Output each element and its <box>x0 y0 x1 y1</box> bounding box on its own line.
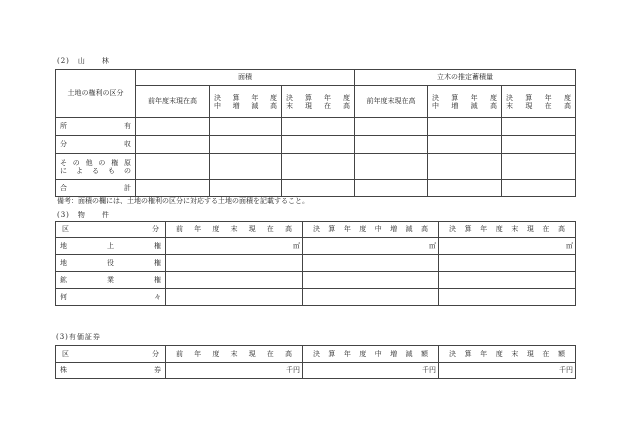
label-char: 現 <box>248 349 256 358</box>
label-line <box>56 159 135 167</box>
label-char: 在 <box>266 225 274 233</box>
securities-header-category <box>56 346 166 363</box>
forest-row-label <box>56 136 136 154</box>
forest-section-title: (2) 山 林 <box>57 57 110 65</box>
label-char: 権 <box>154 258 161 267</box>
label-char: 中 <box>374 225 382 233</box>
securities-row-stock <box>56 363 576 379</box>
label-char: 年 <box>194 349 202 358</box>
label-char: 度 <box>359 225 367 233</box>
label-char: 決 <box>313 225 320 233</box>
label-char: 現 <box>248 225 256 233</box>
label-line <box>210 94 281 102</box>
label-char: 現 <box>305 101 312 110</box>
label-char: 区 <box>62 349 69 358</box>
label-char: 増 <box>232 101 240 110</box>
label-char: 権 <box>154 275 161 284</box>
label-char: 算 <box>451 93 459 102</box>
label-char: 在 <box>324 101 331 110</box>
label-char: 減 <box>251 101 259 110</box>
label-char: 々 <box>154 292 161 301</box>
label-char: 何 <box>60 292 67 301</box>
label-char: 算 <box>328 225 336 233</box>
label-char: 他 <box>85 158 93 167</box>
goods-unit: ㎡ <box>166 238 303 255</box>
label-char: 合 <box>60 183 67 192</box>
label-char: 中 <box>374 349 382 358</box>
goods-row-etc <box>56 289 576 306</box>
label-char: 中 <box>432 101 439 110</box>
label-char: 決 <box>214 93 221 102</box>
label-char: 分 <box>152 225 159 233</box>
label-char: 分 <box>60 140 67 148</box>
label-char: 鉱 <box>60 275 67 284</box>
label-char: 年 <box>194 225 202 233</box>
forest-header-area: 面積 <box>136 70 355 86</box>
goods-unit: ㎡ <box>303 238 439 255</box>
label-char: 分 <box>152 349 159 358</box>
goods-row-surface-right <box>56 238 576 255</box>
label-line <box>502 102 575 110</box>
label-char: 在 <box>544 101 552 110</box>
forest-header-category: 土地の権利の区分 <box>56 70 136 118</box>
label-char: 年 <box>480 225 488 233</box>
label-char: 業 <box>107 275 114 284</box>
label-line <box>282 102 354 110</box>
label-char: 決 <box>449 349 456 358</box>
goods-row-label <box>56 289 166 306</box>
label-char: 現 <box>525 101 533 110</box>
label-char: 決 <box>506 93 513 102</box>
label-char: 年 <box>343 349 351 358</box>
label-char: 年 <box>343 225 351 233</box>
label-char: 役 <box>107 258 114 267</box>
label-char: 在 <box>542 349 550 358</box>
label-char: 券 <box>154 366 161 374</box>
forest-row-label <box>56 118 136 136</box>
label-char: 在 <box>542 225 550 233</box>
securities-header-change <box>303 346 439 363</box>
securities-header-current <box>439 346 576 363</box>
label-char: 減 <box>470 101 478 110</box>
label-char: 中 <box>214 101 221 110</box>
label-char: 権 <box>154 241 161 250</box>
forest-header-area-change <box>210 86 282 118</box>
label-char: 額 <box>420 349 428 358</box>
label-char: 決 <box>432 93 439 102</box>
label-line <box>428 102 501 110</box>
label-char: 度 <box>212 349 220 358</box>
goods-row-label <box>56 255 166 272</box>
forest-header-area-prev: 前年度末現在高 <box>136 86 210 118</box>
goods-row-easement <box>56 255 576 272</box>
label-char: 度 <box>359 349 367 358</box>
label-char: 高 <box>557 225 565 233</box>
label-char: 末 <box>511 349 519 358</box>
forest-header-volume-change <box>428 86 502 118</box>
label-char: 末 <box>511 225 519 233</box>
label-char: 末 <box>230 349 238 358</box>
goods-table <box>55 221 576 306</box>
label-char: 現 <box>526 225 534 233</box>
forest-row-label <box>56 180 136 197</box>
label-char: 度 <box>495 225 503 233</box>
label-char: 額 <box>557 349 565 358</box>
goods-header-current <box>439 222 576 238</box>
label-char: 年 <box>480 349 488 358</box>
label-char: 在 <box>266 349 274 358</box>
label-char: 決 <box>449 225 456 233</box>
label-line <box>56 167 135 175</box>
label-char: そ <box>60 158 67 167</box>
securities-unit: 千円 <box>439 363 576 379</box>
goods-row-label <box>56 272 166 289</box>
goods-row-label <box>56 238 166 255</box>
label-char: 増 <box>390 225 398 233</box>
securities-table <box>55 345 576 379</box>
goods-header-category <box>56 222 166 238</box>
label-char: 決 <box>286 93 293 102</box>
label-char: 地 <box>60 258 67 267</box>
goods-section-title: (3) 物 件 <box>57 211 110 219</box>
label-char: 度 <box>495 349 503 358</box>
label-line <box>428 94 501 102</box>
label-char: 高 <box>284 225 292 233</box>
label-char: 収 <box>124 140 131 148</box>
label-char: 原 <box>123 158 131 167</box>
label-char: 有 <box>124 122 131 130</box>
label-char: 減 <box>405 349 413 358</box>
label-char: 権 <box>111 158 119 167</box>
goods-unit: ㎡ <box>439 238 576 255</box>
label-char: 年 <box>470 93 478 102</box>
label-line <box>210 102 281 110</box>
label-char: 地 <box>60 241 67 250</box>
forest-row-other-rights <box>56 154 576 180</box>
label-char: 前 <box>176 225 183 233</box>
label-char: 算 <box>525 93 533 102</box>
label-char: も <box>108 166 115 175</box>
securities-row-label <box>56 363 166 379</box>
label-char: 度 <box>489 93 497 102</box>
label-char: る <box>92 166 99 175</box>
securities-unit: 千円 <box>166 363 303 379</box>
label-char: 減 <box>405 225 413 233</box>
label-char: 高 <box>343 101 350 110</box>
label-char: 高 <box>284 349 292 358</box>
label-char: の <box>72 158 80 167</box>
label-char: 算 <box>328 349 336 358</box>
label-char: 年 <box>324 93 331 102</box>
label-char: 算 <box>464 225 472 233</box>
label-char: 高 <box>563 101 571 110</box>
label-char: 度 <box>269 93 277 102</box>
label-char: 高 <box>269 101 277 110</box>
goods-header-prev <box>166 222 303 238</box>
label-char: 区 <box>62 225 69 233</box>
securities-header-prev <box>166 346 303 363</box>
label-char: 株 <box>60 366 67 374</box>
label-char: 現 <box>526 349 534 358</box>
label-char: の <box>98 158 106 167</box>
forest-row-total <box>56 180 576 197</box>
label-line <box>282 94 354 102</box>
label-char: 高 <box>489 101 497 110</box>
label-char: 度 <box>343 93 350 102</box>
label-char: 前 <box>176 349 183 358</box>
label-char: 所 <box>60 122 67 130</box>
forest-row-owned <box>56 118 576 136</box>
forest-header-volume-current <box>502 86 576 118</box>
label-char: 増 <box>451 101 459 110</box>
forest-table <box>55 69 576 197</box>
label-char: 決 <box>313 349 320 358</box>
forest-header-volume: 立木の推定蓄積量 <box>355 70 576 86</box>
label-char: 度 <box>212 225 220 233</box>
forest-header-volume-prev: 前年度末現在高 <box>355 86 428 118</box>
label-char: 計 <box>124 183 131 192</box>
forest-row-sharecrop <box>56 136 576 154</box>
label-char: 上 <box>107 241 114 250</box>
label-char: 末 <box>230 225 238 233</box>
goods-row-mining-right <box>56 272 576 289</box>
label-char: 算 <box>232 93 240 102</box>
label-char: 増 <box>390 349 398 358</box>
label-char: 高 <box>420 225 428 233</box>
securities-unit: 千円 <box>303 363 439 379</box>
label-char: 末 <box>286 101 293 110</box>
label-char: 算 <box>464 349 472 358</box>
label-char: よ <box>76 166 83 175</box>
label-char: 度 <box>563 93 571 102</box>
label-char: 年 <box>544 93 552 102</box>
label-char: の <box>124 166 131 175</box>
label-line <box>502 94 575 102</box>
label-char: 年 <box>251 93 259 102</box>
forest-row-label <box>56 154 136 180</box>
forest-note: 備考：面積の欄には、土地の権利の区分に対応する土地の面積を記載すること。 <box>57 197 309 205</box>
label-char: 末 <box>506 101 513 110</box>
securities-section-title: (3)有価証券 <box>56 333 101 341</box>
label-char: 算 <box>305 93 312 102</box>
label-char: に <box>60 166 67 175</box>
forest-header-area-current <box>282 86 355 118</box>
goods-header-change <box>303 222 439 238</box>
